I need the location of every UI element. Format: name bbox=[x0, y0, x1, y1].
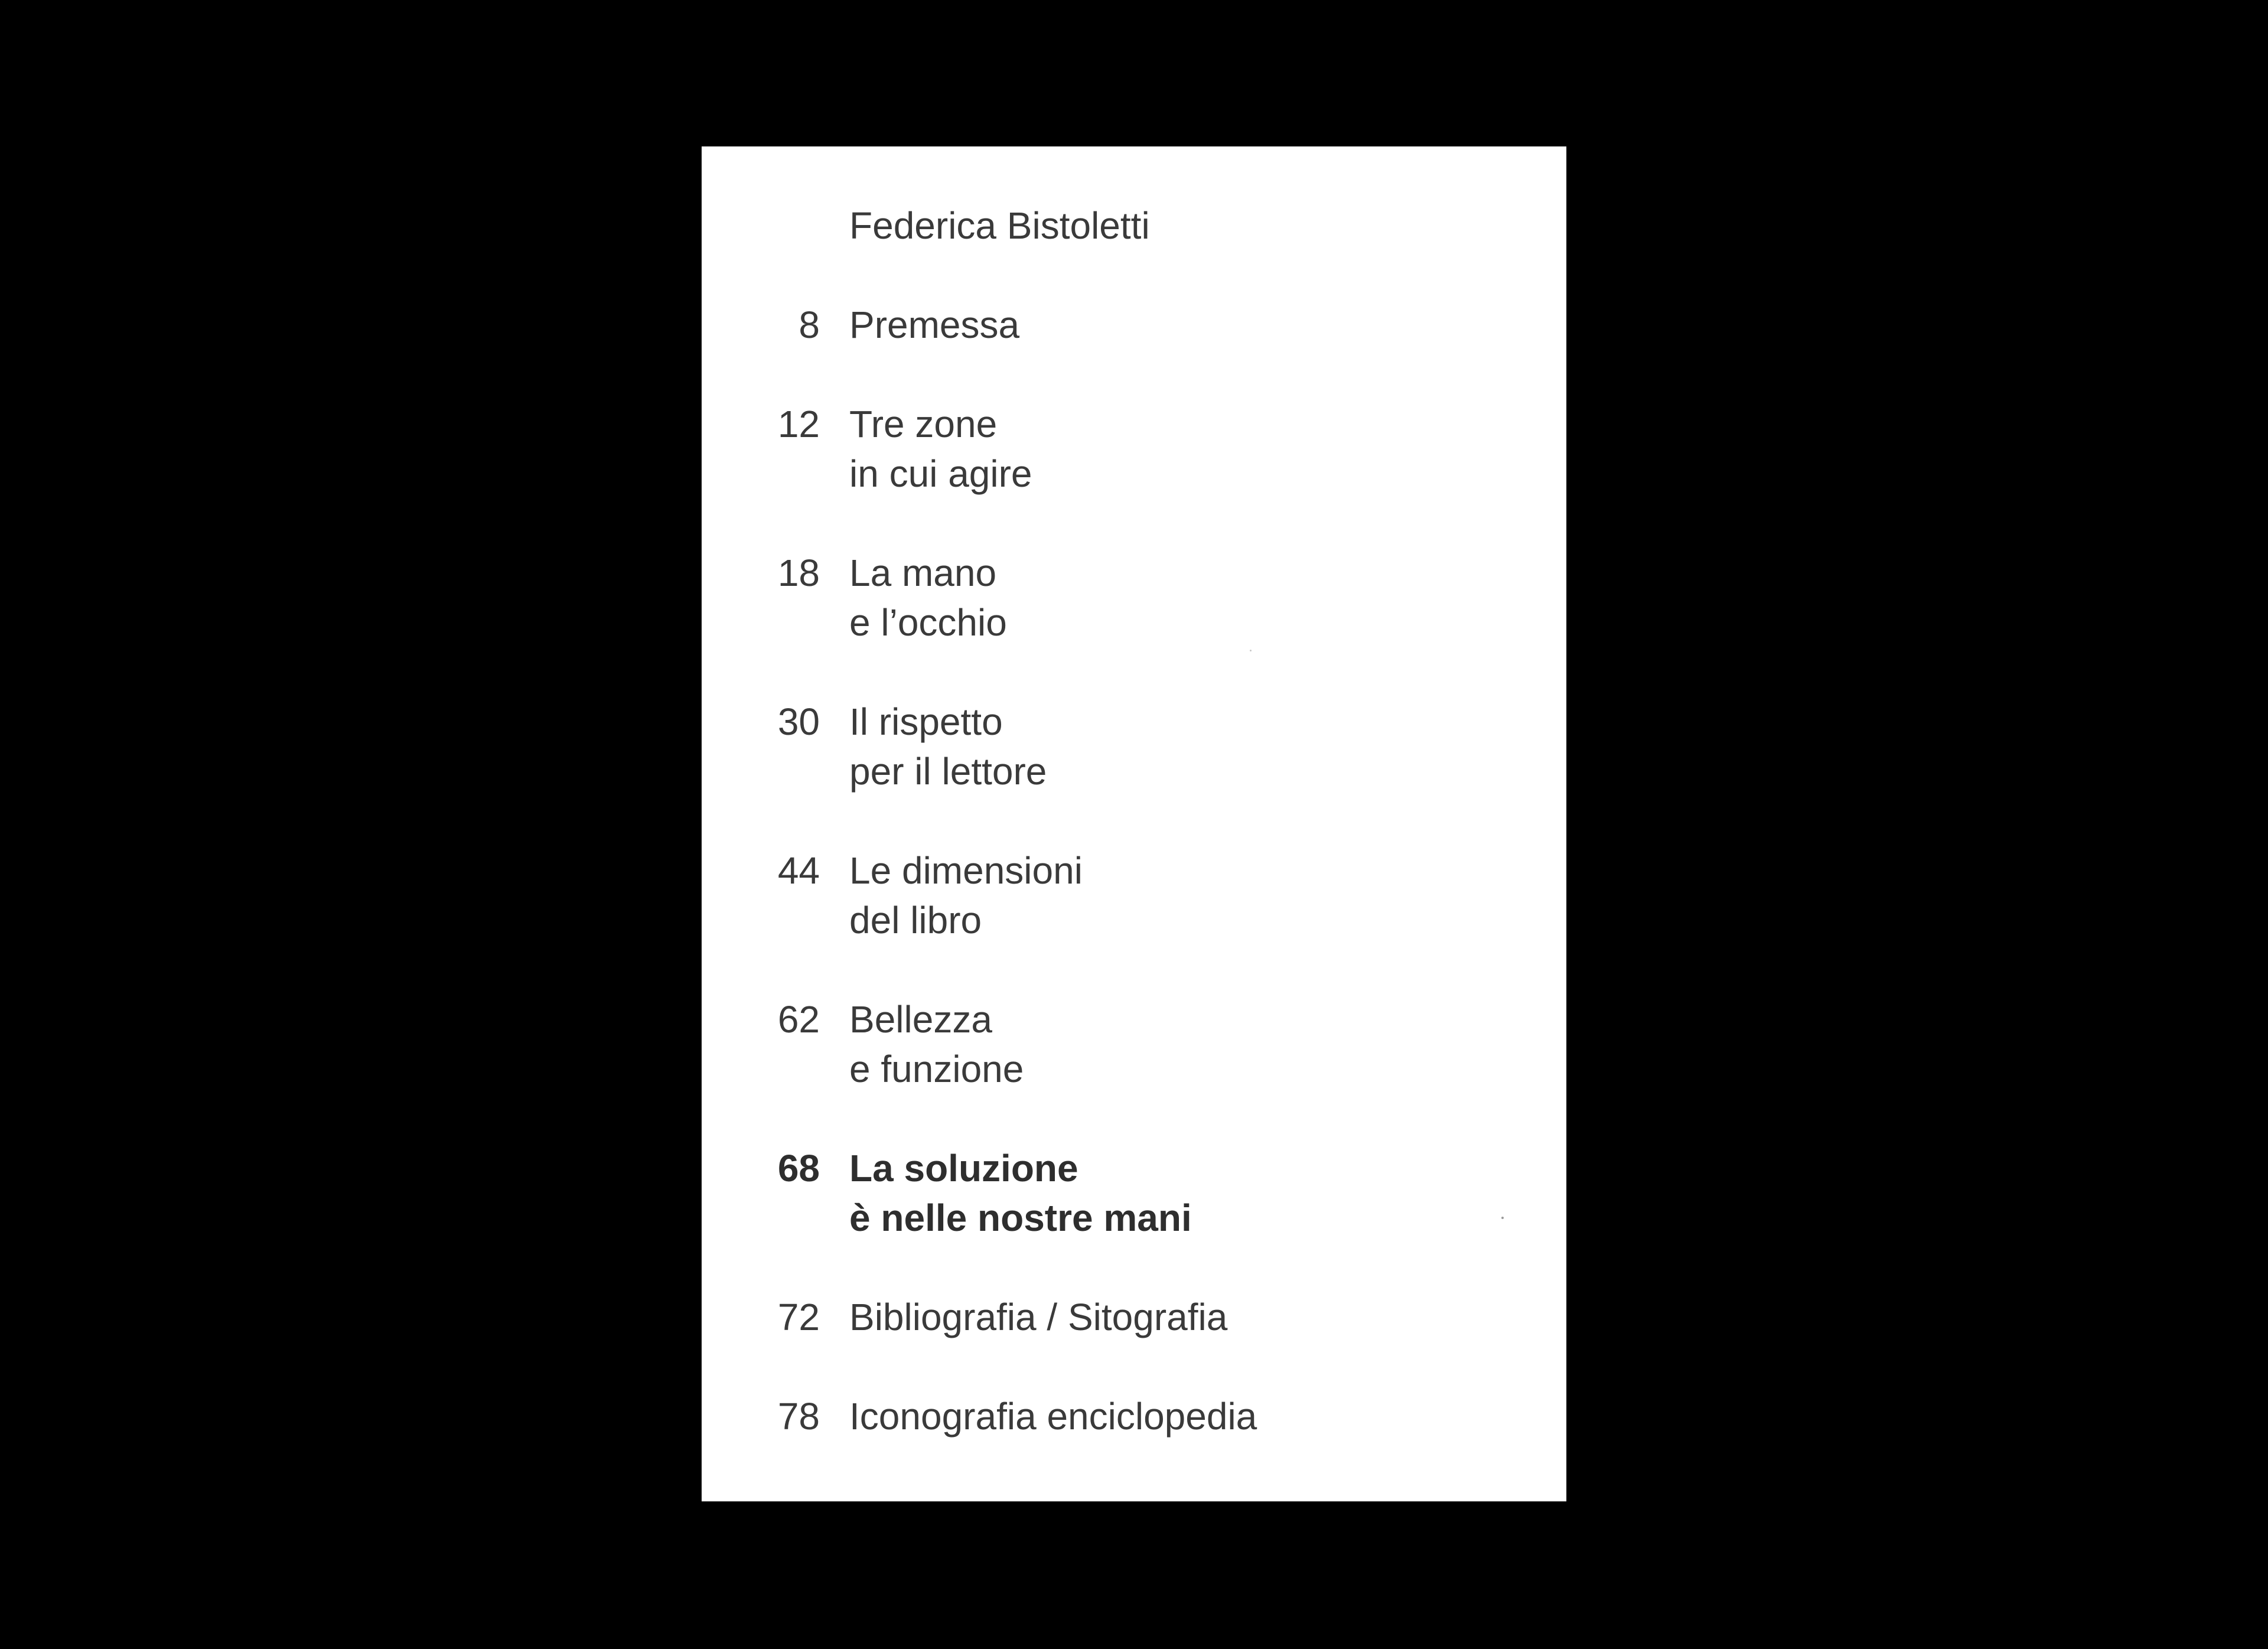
toc-title-line: Il rispetto bbox=[849, 700, 1003, 743]
toc-title-line: La mano bbox=[849, 552, 997, 594]
author-name: Federica Bistoletti bbox=[849, 204, 1150, 247]
toc-title-line: e l’occhio bbox=[849, 601, 1007, 644]
toc-title-line: per il lettore bbox=[849, 750, 1047, 793]
toc-page-number: 18 bbox=[777, 552, 820, 594]
toc-title bbox=[849, 300, 1019, 350]
toc-page-number: 44 bbox=[777, 849, 820, 892]
toc-title bbox=[849, 548, 1007, 647]
toc-page-number: 72 bbox=[777, 1296, 820, 1338]
toc-title-line: del libro bbox=[849, 899, 982, 941]
toc-title-line: Le dimensioni bbox=[849, 849, 1083, 892]
toc-title bbox=[849, 1391, 1257, 1441]
paper-speck bbox=[1250, 650, 1252, 651]
toc-title-line: Tre zone bbox=[849, 403, 998, 445]
toc-title-line: Bellezza bbox=[849, 998, 992, 1041]
toc-page-number: 8 bbox=[799, 304, 820, 346]
toc-title bbox=[849, 697, 1047, 796]
toc-title-line: Iconografia enciclopedia bbox=[849, 1395, 1257, 1438]
toc-page-number: 68 bbox=[777, 1147, 820, 1190]
toc-title bbox=[849, 1143, 1192, 1243]
paper-speck bbox=[1501, 1217, 1504, 1219]
toc-title bbox=[849, 846, 1083, 945]
toc-title bbox=[849, 995, 1024, 1094]
toc-title-line: La soluzione bbox=[849, 1147, 1078, 1190]
toc-title-line: in cui agire bbox=[849, 452, 1032, 495]
toc-title bbox=[849, 1292, 1227, 1342]
toc-title-line: e funzione bbox=[849, 1048, 1024, 1090]
toc-page-number: 78 bbox=[777, 1395, 820, 1438]
toc-title bbox=[849, 399, 1032, 498]
toc-page-number: 12 bbox=[777, 403, 820, 445]
toc-title-line: Bibliografia / Sitografia bbox=[849, 1296, 1228, 1338]
book-page bbox=[702, 146, 1566, 1501]
toc-page-number: 62 bbox=[777, 998, 820, 1041]
toc-page-number: 30 bbox=[777, 700, 820, 743]
toc-title-line: è nelle nostre mani bbox=[849, 1197, 1192, 1239]
toc-title-line: Premessa bbox=[849, 304, 1020, 346]
